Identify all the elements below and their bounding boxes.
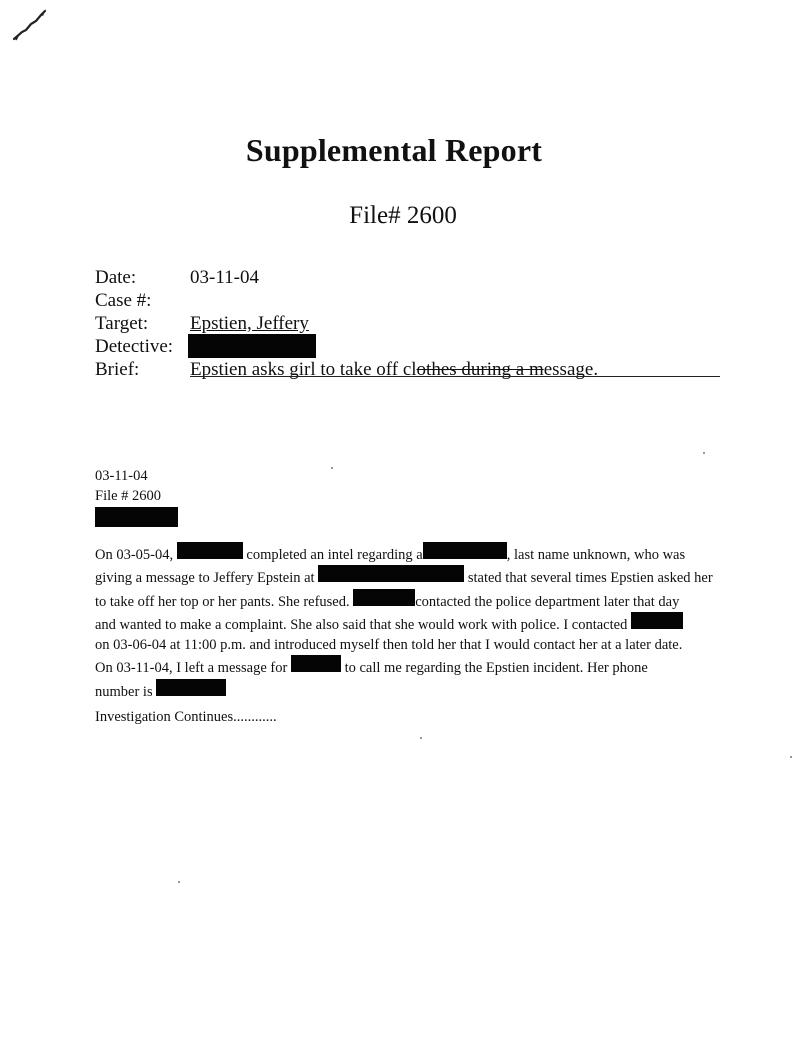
redaction-block <box>188 334 316 358</box>
narrative-line: number is <box>95 679 785 702</box>
narrative-line: On 03-05-04, completed an intel regarding a , last name unknown, who was <box>95 542 785 565</box>
narrative-line: On 03-11-04, I left a message for to call me regarding the Epstien incident. Her phone <box>95 655 785 678</box>
brief-underline <box>190 376 720 377</box>
brief-label: Brief: <box>95 359 140 380</box>
report-title: Supplemental Report <box>245 132 543 168</box>
scan-speck <box>420 737 422 739</box>
redaction-block <box>353 589 415 606</box>
redaction-block <box>318 565 464 582</box>
section-file: File # 2600 <box>95 488 162 504</box>
scan-speck <box>331 467 333 469</box>
detective-label: Detective: <box>95 336 174 357</box>
redaction-block <box>423 542 507 559</box>
investigation-status: Investigation Continues............ <box>95 709 277 725</box>
date-label: Date: <box>95 267 137 288</box>
case-label: Case #: <box>95 290 152 311</box>
scan-speck <box>178 881 180 883</box>
brief-value: Epstien asks girl to take off clothes during a message. <box>190 359 599 380</box>
target-value: Epstien, Jeffery <box>190 313 309 334</box>
scan-speck <box>790 756 792 758</box>
redaction-block <box>631 612 683 629</box>
redaction-block <box>95 507 178 527</box>
narrative-line: and wanted to make a complaint. She also said that she would work with police. I contacted <box>95 612 785 635</box>
redaction-block <box>291 655 341 672</box>
date-value: 03-11-04 <box>190 267 259 288</box>
target-label: Target: <box>95 313 149 334</box>
section-date: 03-11-04 <box>95 468 148 484</box>
narrative-line: to take off her top or her pants. She refused. contacted the police department later that day <box>95 589 785 612</box>
redaction-block <box>156 679 226 696</box>
narrative-line: giving a message to Jeffery Epstein at stated that several times Epstien asked her <box>95 565 785 588</box>
narrative-paragraph <box>95 542 785 702</box>
file-number: File# 2600 <box>349 202 457 229</box>
pen-mark-icon <box>12 6 48 42</box>
redaction-block <box>177 542 243 559</box>
scan-speck <box>703 452 705 454</box>
narrative-line: on 03-06-04 at 11:00 p.m. and introduced myself then told her that I would contact her at a later date. <box>95 637 683 654</box>
